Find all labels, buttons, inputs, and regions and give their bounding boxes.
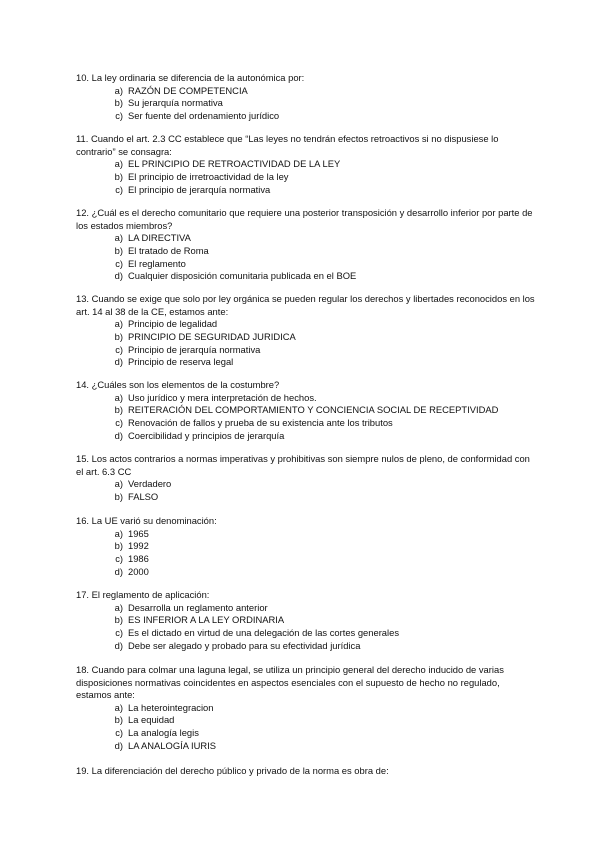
options-list	[76, 232, 536, 283]
option-letter: b)	[114, 330, 123, 342]
option-letter: a)	[114, 391, 123, 403]
option-text: La equidad	[128, 714, 175, 726]
option-letter: c)	[115, 183, 123, 195]
option-letter: b)	[114, 490, 123, 502]
option-c	[76, 184, 536, 197]
option-a	[76, 392, 536, 405]
option-text: El reglamento	[128, 257, 186, 269]
option-d	[76, 356, 536, 369]
option-letter: b)	[114, 244, 123, 256]
option-text: Verdadero	[128, 478, 172, 490]
options-list	[76, 158, 536, 196]
option-letter: b)	[114, 714, 123, 726]
option-text: Es el dictado en virtud de una delegación de las cortes generales	[128, 627, 400, 638]
option-letter: c)	[115, 257, 123, 269]
option-letter: d)	[114, 565, 123, 577]
option-letter: c)	[115, 727, 123, 739]
option-text: 2000	[128, 565, 149, 577]
question-17	[76, 589, 536, 652]
option-d	[76, 270, 536, 283]
option-letter: c)	[115, 343, 123, 355]
option-letter: a)	[114, 158, 123, 170]
option-d	[76, 566, 536, 579]
option-text: REITERACIÓN DEL COMPORTAMIENTO Y CONCIENCIA SOCIAL DE RECEPTIVIDAD	[128, 404, 499, 416]
question-text: 18. Cuando para colmar una laguna legal, se utiliza un principio general del derecho inducido de varias disposiciones normativas coincidentes en aspectos esenciales con el supuesto de hecho no regulado, estamos ante:	[76, 664, 504, 701]
question-text: 11. Cuando el art. 2.3 CC establece que “Las leyes no tendrán efectos retroactivos si no dispusiese lo contrario” se consagra:	[76, 133, 499, 157]
option-c	[76, 344, 536, 357]
option-text: El principio de jerarquía normativa	[128, 183, 271, 195]
option-c	[76, 627, 536, 640]
option-d	[76, 640, 536, 653]
option-a	[76, 318, 536, 331]
options-list	[76, 602, 536, 653]
option-text: Principio de reserva legal	[128, 356, 234, 368]
option-letter: d)	[114, 739, 123, 751]
option-letter: c)	[115, 110, 123, 121]
option-text: Cualquier disposición comunitaria publicada en el BOE	[128, 270, 357, 282]
option-text: FALSO	[128, 490, 159, 502]
option-text: 1986	[128, 553, 149, 564]
option-letter: d)	[114, 639, 123, 651]
question-13	[76, 293, 536, 369]
options-list	[76, 528, 536, 579]
option-letter: a)	[114, 84, 123, 96]
question-11	[76, 133, 536, 196]
option-d	[76, 740, 536, 753]
question-text: 12. ¿Cuál es el derecho comunitario que requiere una posterior transposición y desarrollo inferior por parte de los estados miembros?	[76, 207, 533, 231]
option-text: 1965	[128, 527, 149, 539]
option-text: Desarrolla un reglamento anterior	[128, 601, 268, 613]
option-text: PRINCIPIO DE SEGURIDAD JURIDICA	[128, 330, 296, 342]
option-b	[76, 614, 536, 627]
option-letter: a)	[114, 701, 123, 713]
option-letter: d)	[114, 270, 123, 282]
option-letter: b)	[114, 97, 123, 109]
option-b	[76, 540, 536, 553]
question-text: 15. Los actos contrarios a normas imperativas y prohibitivas son siempre nulos de pleno, de conformidad con el art. 6.3 CC	[76, 453, 530, 477]
option-letter: c)	[115, 417, 123, 428]
options-list	[76, 85, 536, 123]
option-letter: d)	[114, 356, 123, 368]
option-letter: c)	[115, 553, 123, 564]
option-c	[76, 553, 536, 566]
question-text: 19. La diferenciación del derecho público y privado de la norma es obra de:	[76, 765, 389, 776]
option-a	[76, 602, 536, 615]
option-a	[76, 85, 536, 98]
option-text: LA ANALOGÍA IURIS	[128, 739, 217, 751]
options-list	[76, 702, 536, 753]
question-text: 16. La UE varió su denominación:	[76, 515, 217, 526]
options-list	[76, 478, 536, 503]
option-b	[76, 331, 536, 344]
option-c	[76, 727, 536, 740]
option-text: El tratado de Roma	[128, 244, 209, 256]
question-14	[76, 379, 536, 442]
option-text: Uso jurídico y mera interpretación de hechos.	[128, 391, 317, 403]
option-a	[76, 158, 536, 171]
option-a	[76, 232, 536, 245]
option-text: Principio de legalidad	[128, 318, 218, 330]
option-text: La heterointegracion	[128, 701, 214, 713]
question-19	[76, 765, 536, 778]
option-letter: b)	[114, 170, 123, 182]
option-c	[76, 110, 536, 123]
option-text: 1992	[128, 540, 149, 552]
option-text: La analogía legis	[128, 727, 199, 739]
option-b	[76, 714, 536, 727]
question-text: 10. La ley ordinaria se diferencia de la autonómica por:	[76, 72, 305, 83]
option-a	[76, 528, 536, 541]
option-text: Debe ser alegado y probado para su efectividad jurídica	[128, 639, 361, 651]
options-list	[76, 318, 536, 369]
question-18	[76, 664, 536, 753]
option-b	[76, 171, 536, 184]
question-15	[76, 453, 536, 504]
option-a	[76, 478, 536, 491]
question-10	[76, 72, 536, 123]
option-text: Principio de jerarquía normativa	[128, 343, 261, 355]
option-text: EL PRINCIPIO DE RETROACTIVIDAD DE LA LEY	[128, 158, 341, 170]
option-letter: d)	[114, 429, 123, 441]
option-letter: b)	[114, 614, 123, 626]
option-text: Coercibilidad y principios de jerarquía	[128, 429, 285, 441]
option-text: Ser fuente del ordenamiento jurídico	[128, 110, 280, 121]
question-text: 13. Cuando se exige que solo por ley orgánica se pueden regular los derechos y libertades reconocidos en los art. 14 al 38 de la CE, estamos ante:	[76, 293, 535, 317]
option-text: ES INFERIOR A LA LEY ORDINARIA	[128, 614, 285, 626]
option-c	[76, 417, 536, 430]
option-b	[76, 245, 536, 258]
option-text: Su jerarquía normativa	[128, 97, 223, 109]
option-b	[76, 97, 536, 110]
option-letter: b)	[114, 540, 123, 552]
question-text: 14. ¿Cuáles son los elementos de la costumbre?	[76, 379, 280, 390]
option-b	[76, 491, 536, 504]
option-d	[76, 430, 536, 443]
option-letter: a)	[114, 318, 123, 330]
option-letter: a)	[114, 232, 123, 244]
option-text: RAZÓN DE COMPETENCIA	[128, 84, 248, 96]
option-letter: b)	[114, 404, 123, 416]
option-letter: a)	[114, 601, 123, 613]
option-c	[76, 258, 536, 271]
option-b	[76, 404, 536, 417]
option-letter: a)	[114, 527, 123, 539]
option-letter: a)	[114, 478, 123, 490]
option-a	[76, 702, 536, 715]
option-text: Renovación de fallos y prueba de su existencia ante los tributos	[128, 417, 393, 428]
option-text: LA DIRECTIVA	[128, 232, 191, 244]
question-12	[76, 207, 536, 283]
question-text: 17. El reglamento de aplicación:	[76, 589, 210, 600]
option-letter: c)	[115, 627, 123, 638]
question-16	[76, 515, 536, 578]
options-list	[76, 392, 536, 443]
option-text: El principio de irretroactividad de la ley	[128, 170, 289, 182]
